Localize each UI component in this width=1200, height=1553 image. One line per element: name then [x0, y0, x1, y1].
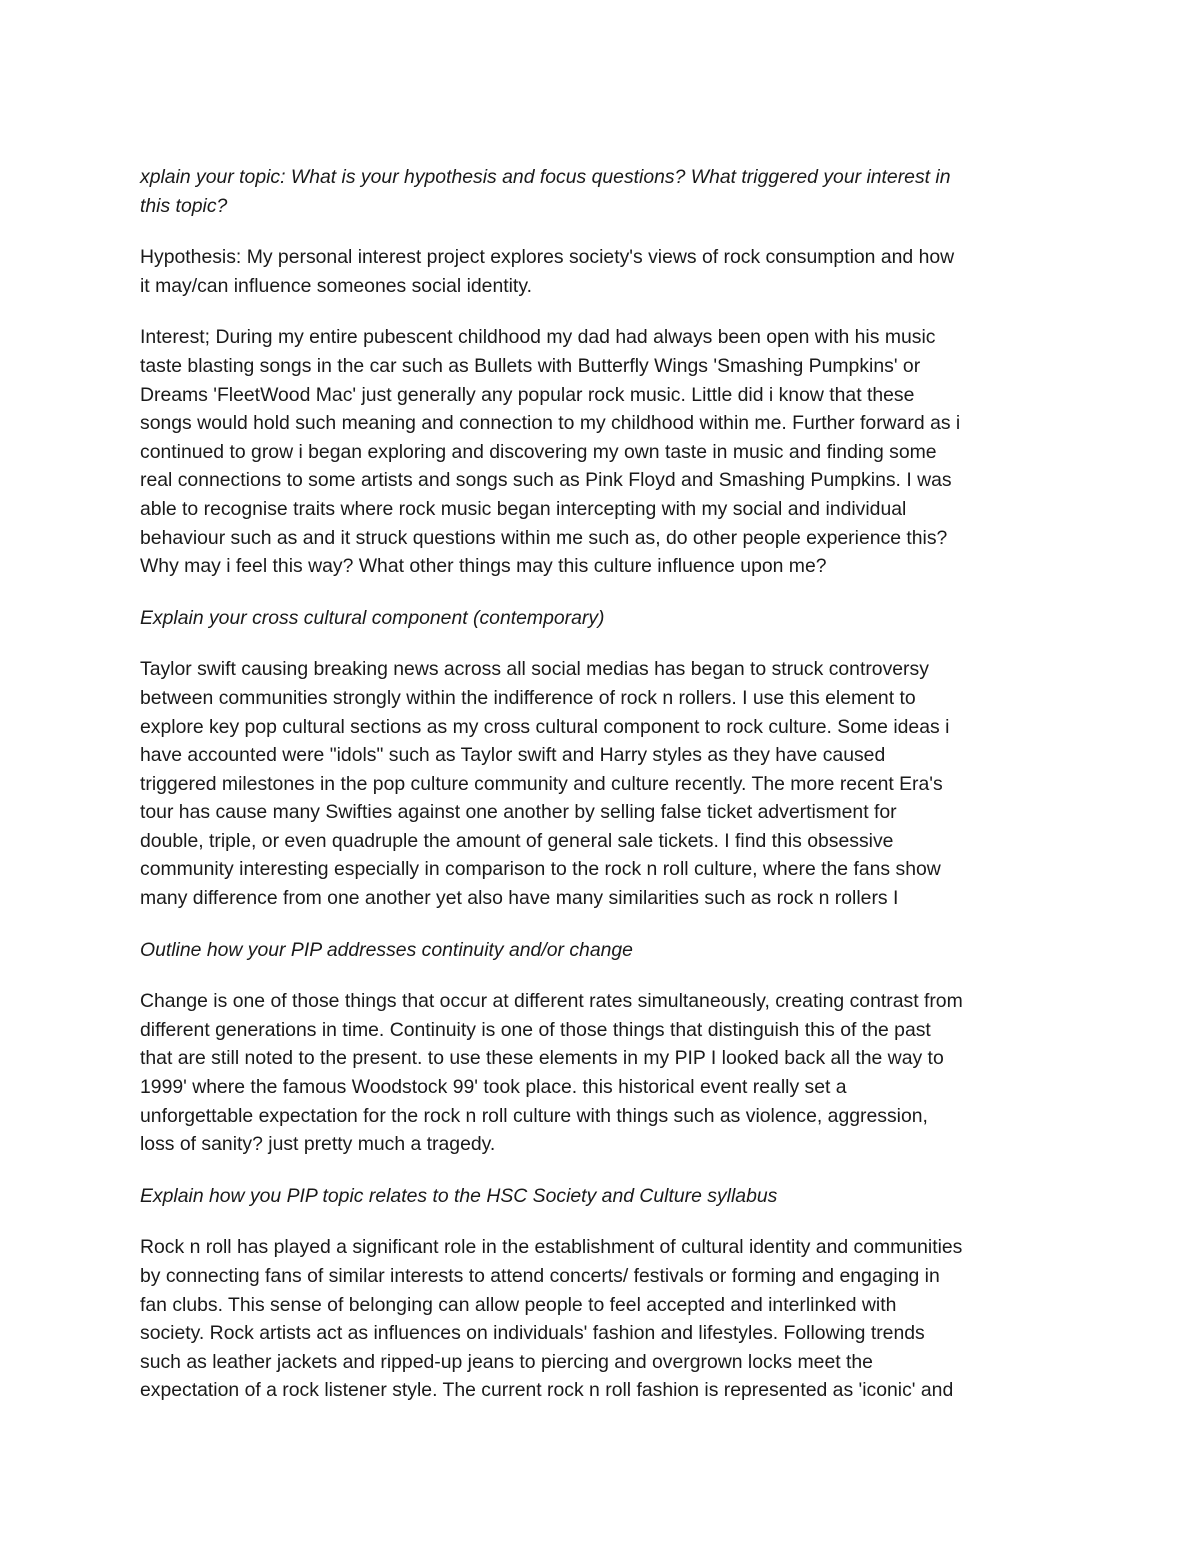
text-line: explore key pop cultural sections as my cross cultural component to rock culture. Some ideas i — [140, 715, 950, 738]
text-line: expectation of a rock listener style. The current rock n roll fashion is represented as 'iconic' and — [140, 1379, 954, 1402]
paragraph-cross-cultural — [140, 655, 1070, 912]
question-syllabus — [140, 1182, 1070, 1211]
text-line: it may/can influence someones social identity. — [140, 274, 532, 297]
text-line: taste blasting songs in the car such as Bullets with Butterfly Wings 'Smashing Pumpkins' or — [140, 354, 921, 377]
text-line: Change is one of those things that occur at different rates simultaneously, creating contrast from — [140, 990, 963, 1013]
text-line: real connections to some artists and songs such as Pink Floyd and Smashing Pumpkins. I was — [140, 469, 952, 492]
text-line: Explain how you PIP topic relates to the HSC Society and Culture syllabus — [140, 1184, 778, 1207]
text-line: Rock n roll has played a significant role in the establishment of cultural identity and communities — [140, 1236, 963, 1259]
text-line: songs would hold such meaning and connection to my childhood within me. Further forward as i — [140, 412, 961, 435]
question-cross-cultural — [140, 604, 1070, 633]
text-line: loss of sanity? just pretty much a tragedy. — [140, 1133, 496, 1156]
text-line: xplain your topic: What is your hypothesis and focus questions? What triggered your interest in — [140, 166, 951, 188]
text-line: tour has cause many Swifties against one another by selling false ticket advertisment for — [140, 801, 897, 824]
text-line: able to recognise traits where rock music began intercepting with my social and individual — [140, 497, 907, 520]
text-line: society. Rock artists act as influences on individuals' fashion and lifestyles. Following trends — [140, 1322, 925, 1345]
paragraph-continuity-change — [140, 987, 1070, 1159]
text-line: Outline how your PIP addresses continuity and/or change — [140, 938, 633, 961]
question-continuity-change — [140, 936, 1070, 965]
paragraph-syllabus — [140, 1233, 1070, 1405]
paragraph-interest — [140, 323, 1070, 580]
document-page — [140, 163, 1070, 1428]
question-topic — [140, 163, 1070, 220]
text-line: by connecting fans of similar interests to attend concerts/ festivals or forming and engaging in — [140, 1265, 940, 1287]
text-line: Why may i feel this way? What other things may this culture influence upon me? — [140, 555, 827, 578]
text-line: different generations in time. Continuity is one of those things that distinguish this of the past — [140, 1018, 931, 1041]
paragraph-hypothesis — [140, 243, 1070, 300]
text-line: Explain your cross cultural component (contemporary) — [140, 606, 605, 629]
text-line: have accounted were "idols" such as Taylor swift and Harry styles as they have caused — [140, 744, 886, 767]
text-line: fan clubs. This sense of belonging can allow people to feel accepted and interlinked with — [140, 1293, 897, 1316]
text-line: 1999' where the famous Woodstock 99' took place. this historical event really set a — [140, 1076, 847, 1099]
text-line: Taylor swift causing breaking news across all social medias has began to struck controversy — [140, 658, 929, 681]
text-line: triggered milestones in the pop culture community and culture recently. The more recent Era's — [140, 772, 943, 795]
text-line: many difference from one another yet also have many similarities such as rock n rollers I — [140, 887, 899, 910]
text-line: community interesting especially in comparison to the rock n roll culture, where the fans show — [140, 858, 941, 881]
text-line: double, triple, or even quadruple the amount of general sale tickets. I find this obsessive — [140, 829, 894, 852]
text-line: Interest; During my entire pubescent childhood my dad had always been open with his music — [140, 326, 936, 349]
text-line: unforgettable expectation for the rock n roll culture with things such as violence, aggression, — [140, 1104, 928, 1127]
text-line: continued to grow i began exploring and discovering my own taste in music and finding some — [140, 440, 937, 463]
text-line: Dreams 'FleetWood Mac' just generally any popular rock music. Little did i know that these — [140, 383, 915, 406]
text-line: Hypothesis: My personal interest project explores society's views of rock consumption and how — [140, 246, 955, 269]
text-line: this topic? — [140, 194, 228, 217]
text-line: that are still noted to the present. to use these elements in my PIP I looked back all the way to — [140, 1047, 944, 1070]
text-line: such as leather jackets and ripped-up jeans to piercing and overgrown locks meet the — [140, 1350, 873, 1373]
text-line: behaviour such as and it struck questions within me such as, do other people experience this? — [140, 526, 948, 549]
text-line: between communities strongly within the indifference of rock n rollers. I use this element to — [140, 686, 916, 709]
